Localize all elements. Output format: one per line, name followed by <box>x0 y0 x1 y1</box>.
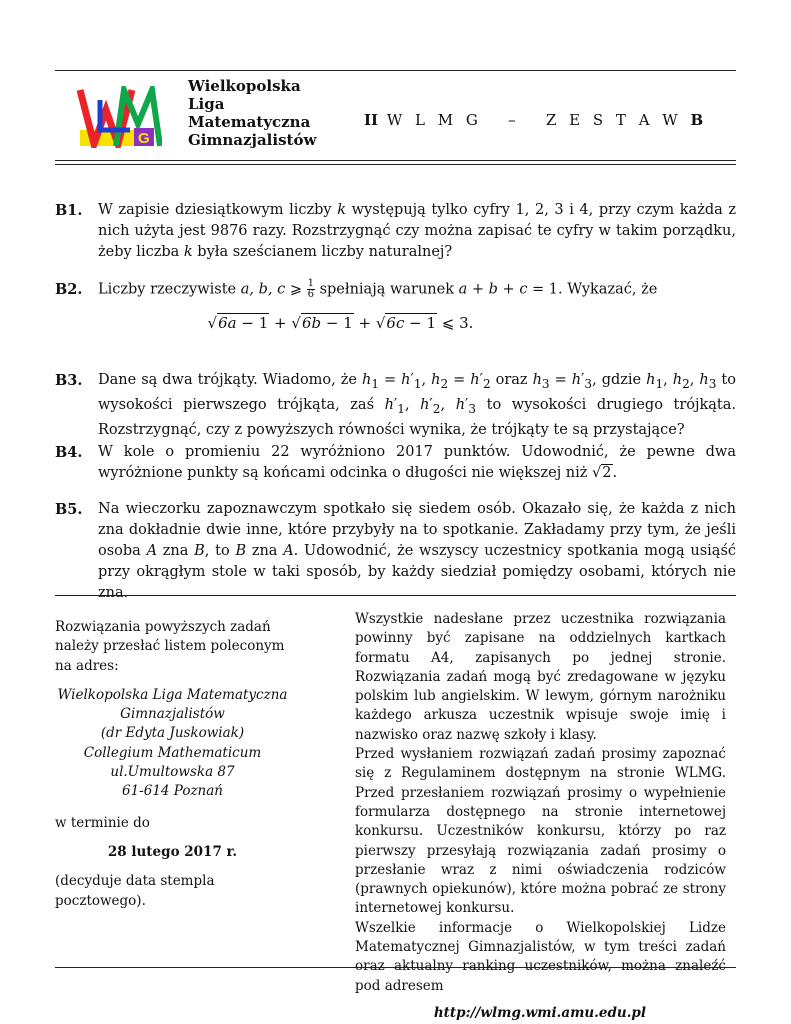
postal-address <box>55 686 290 802</box>
website-link[interactable]: http://wlmg.wmi.amu.edu.pl <box>433 1004 646 1021</box>
address-line: (dr Edyta Juskowiak) <box>100 725 245 742</box>
submission-address-column <box>55 618 290 911</box>
header-rule-upper <box>55 160 736 161</box>
instructions-paragraph: Przed wysłaniem rozwiązań zadań prosimy zapoznać się z Regulaminem dostępnym na stronie WLMG. Przed przesłaniem rozwiązań prosimy o wypełnienie formularza dostępnego na stronie internetowej konkursu. Uczestników konkursu, którzy po raz pierwszy przesyłają rozwiązania zadań prosimy o przesłanie wraz z nimi oświadczenia rodziców (prawnych opiekunów), które można pobrać ze strony internetowej konkursu. <box>355 746 726 917</box>
term-label: w terminie do <box>55 814 150 831</box>
inequality-display: √6a − 1 + √6b − 1 + √6c − 1 ⩽ 3. <box>207 314 474 332</box>
submission-intro: Rozwiązania powyższych zadań należy przesłać listem poleconym na adres: <box>55 619 285 674</box>
problem-b1 <box>55 200 736 263</box>
problem-number: B1. <box>55 202 83 219</box>
problem-text: Na wieczorku zapoznawczym spotkało się siedem osób. Okazało się, że każda z nich zna dokładnie dwie inne, które przybyły na to spotkanie. Zakładamy przy tym, że jeśli osoba A zna B, to B zna A. Udowodnić, że wszyscy uczestnicy spotkania mogą usiąść przy okrągłym stole w taki sposób, by każdy siedział pomiędzy osobami, których nie zna. <box>98 501 737 601</box>
address-line: 61-614 Poznań <box>121 783 223 800</box>
series-title <box>364 111 703 129</box>
section-rule <box>55 595 736 596</box>
instructions-column <box>355 610 726 1023</box>
problem-text: W kole o promieniu 22 wyróżniono 2017 punktów. Udowodnić, że pewne dwa wyróżnione punkty są końcami odcinka o długości nie większej niż √2. <box>98 444 736 481</box>
problem-text: Liczby rzeczywiste a, b, c ⩾ $\frac{1}{6}$ spełniają warunek a + b + c = 1. Wykazać, że <box>98 278 658 300</box>
top-rule <box>55 70 736 71</box>
instructions-paragraph: Wszystkie nadesłane przez uczestnika rozwiązania powinny być zapisane na oddzielnych kartkach formatu A4, zapisanych po jednej stronie. Rozwiązania zadań mogą być zredagowane w języku polskim lub angielskim. W lewym, górnym narożniku każdego arkusza uczestnik wpisuje swoje imię i nazwisko oraz nazwę szkoły i klasy. <box>355 611 726 743</box>
org-line: Liga <box>188 95 225 113</box>
problem-b5 <box>55 499 736 604</box>
logo-letter-g: G <box>138 130 150 147</box>
problem-number: B3. <box>55 372 83 389</box>
address-line: Collegium Mathematicum <box>83 744 262 761</box>
org-line: Wielkopolska <box>188 77 301 95</box>
problem-b3 <box>55 370 736 441</box>
problem-b4 <box>55 442 736 484</box>
problem-number: B4. <box>55 444 83 461</box>
org-line: Gimnazjalistów <box>188 131 317 149</box>
problem-text: Dane są dwa trójkąty. Wiadomo, że $h_1 = h'_1$, $h_2 = h'_2$ oraz $h_3 = h'_3$, gdzie $h_1$, $h_2$, $h_3$ to wysokości pierwszego trójkąta, zaś $h'_1$, $h'_2$, $h'_3$ to wysokości drugiego trójkąta. Rozstrzygnąć, czy z powyższych równości wynika, że trójkąty te są przystające? <box>98 372 737 438</box>
header-rule-lower <box>55 164 736 165</box>
fraction-one-sixth: $\frac{1}{6}$ <box>307 278 314 300</box>
postmark-note: (decyduje data stempla pocztowego). <box>55 873 215 909</box>
wlmg-logo <box>76 86 162 148</box>
instructions-paragraph: Wszelkie informacje o Wielkopolskiej Lidze Matematycznej Gimnazjalistów, w tym treści zadań oraz aktualny ranking uczestników, można znaleźć pod adresem <box>355 919 726 994</box>
problem-text: W zapisie dziesiątkowym liczby k występują tylko cyfry 1, 2, 3 i 4, przy czym każda z nich użyta jest 9876 razy. Rozstrzygnąć czy można zapisać te cyfry w takim porządku, żeby liczba k była sześcianem liczby naturalnej? <box>98 202 736 260</box>
organisation-name <box>188 77 316 149</box>
problem-b2 <box>55 279 736 301</box>
address-line: Wielkopolska Liga Matematyczna <box>57 686 288 703</box>
set-word: Z E S T A W <box>545 111 682 129</box>
bottom-rule <box>55 967 736 968</box>
problem-number: B5. <box>55 501 83 518</box>
address-line: ul.Umultowska 87 <box>110 764 235 781</box>
series-dash: – <box>508 111 520 129</box>
org-line: Matematyczna <box>188 113 311 131</box>
problem-number: B2. <box>55 281 83 298</box>
series-name: W L M G <box>386 111 482 129</box>
deadline-date: 28 lutego 2017 r. <box>107 843 238 860</box>
set-letter: B <box>690 111 704 129</box>
series-prefix: II <box>364 111 379 129</box>
address-line: Gimnazjalistów <box>120 706 225 723</box>
